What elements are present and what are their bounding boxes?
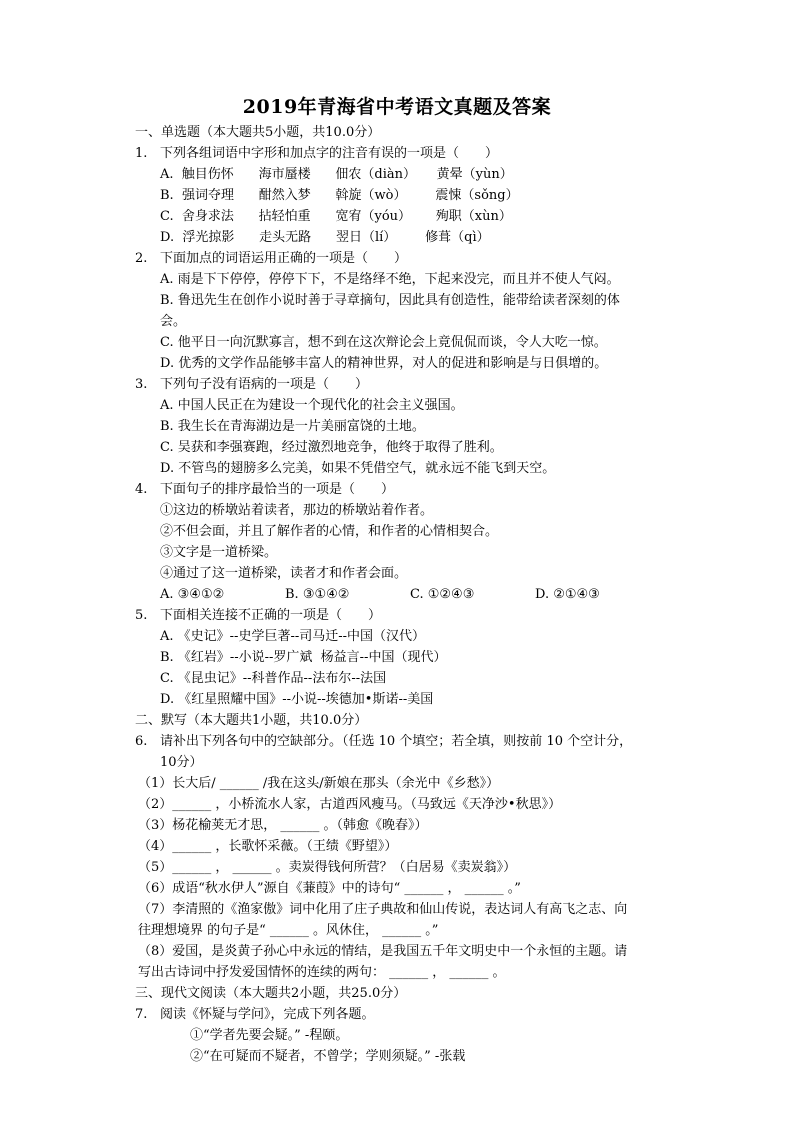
fill-item-5: （5）______ ， ______ 。卖炭得钱何所营？（白居易《卖炭翁》） [138,860,517,875]
option-d: D. 优秀的文学作品能够丰富人的精神世界，对人的促进和影响是与日俱增的。 [160,356,608,371]
option-c: C. 吴获和李强赛跑，经过激烈地竞争，他终于取得了胜利。 [160,440,503,455]
quote-1: ①“学者先要会疑。” -程颐。 [190,1028,349,1043]
fill-item-6: （6）成语“秋水伊人”源自《蒹葭》中的诗句“ ______ ， ______ 。” [138,881,521,896]
option-c: C. 《昆虫记》--科普作品--法布尔--法国 [160,671,387,686]
sentence-4: ④通过了这一道桥梁，读者才和作者会面。 [160,566,408,581]
option-c: C. 他平日一向沉默寡言，想不到在这次辩论会上竟侃侃而谈，令人大吃一惊。 [160,335,607,350]
question-number: 7. [135,1007,148,1022]
option-a: A. 中国人民正在为建设一个现代化的社会主义强国。 [160,398,464,413]
page-title: 2019年青海省中考语文真题及答案 [242,96,552,118]
question-stem: 下面句子的排序最恰当的一项是（ ） [160,482,395,497]
question-stem: 下列句子没有语病的一项是（ ） [160,377,369,392]
section-heading-3: 三、现代文阅读（本大题共2小题，共25.0分） [135,986,407,1001]
option-a: A. 《史记》--史学巨著--司马迁--中国（汉代） [160,629,426,644]
question-stem: 请补出下列各句中的空缺部分。（任选 10 个填空；若全填，则按前 10 个空计分， [160,734,633,749]
section-heading-2: 二、默写（本大题共1小题，共10.0分） [135,713,368,728]
sentence-3: ③文字是一道桥梁。 [160,545,278,560]
option-b: B. 强词夺理 酣然入梦 斡旋（wò） 震悚（sǒng） [160,188,519,203]
fill-item-2: （2）______ ，小桥流水人家，古道西风瘦马。（马致远《天净沙•秋思》） [138,797,562,812]
question-stem-continued: 10分） [160,755,203,770]
option-d: D. 浮光掠影 走头无路 翌日（lí） 修葺（qì） [160,230,490,245]
fill-item-4: （4）______ ，长歌怀采薇。（王绩《野望》） [138,839,398,854]
fill-item-7-continued: 往理想境界 的句子是“ ______ 。风休住， ______ 。” [138,923,439,938]
quote-2: ②“在可疑而不疑者，不曾学；学则须疑。” -张载 [190,1049,466,1064]
option-d: D. 《红星照耀中国》--小说--埃德加•斯诺--美国 [160,692,434,707]
option-a: A. 雨是下下停停，停停下下，不是络绎不绝，下起来没完，而且并不使人气闷。 [160,272,620,287]
option-c: C. ①②④③ [410,587,475,602]
question-number: 6. [135,734,148,749]
fill-item-1: （1）长大后/ ______ /我在这头/新娘在那头（余光中《乡愁》） [138,776,500,791]
option-b-continued: 会。 [160,314,187,329]
fill-item-3: （3）杨花榆荚无才思， ______ 。（韩愈《晚春》） [138,818,428,833]
option-a: A. ③④①② [160,587,225,602]
option-b: B. 《红岩》--小说--罗广斌 杨益言--中国（现代） [160,650,447,665]
option-d: D. 不管鸟的翅膀多么完美，如果不凭借空气，就永远不能飞到天空。 [160,461,556,476]
section-heading-1: 一、单选题（本大题共5小题，共10.0分） [135,125,381,140]
option-b: B. 我生长在青海湖边是一片美丽富饶的土地。 [160,419,425,434]
sentence-2: ②不但会面，并且了解作者的心情，和作者的心情相契合。 [160,524,499,539]
fill-item-8-continued: 写出古诗词中抒发爱国情怀的连续的两句： ______ ， ______ 。 [138,965,506,980]
question-stem: 下面加点的词语运用正确的一项是（ ） [160,251,408,266]
question-number: 5. [135,608,148,623]
option-b: B. 鲁迅先生在创作小说时善于寻章摘句，因此具有创造性，能带给读者深刻的体 [160,293,620,308]
fill-item-7: （7）李清照的《渔家傲》词中化用了庄子典故和仙山传说，表达词人有高飞之志、向 [138,902,628,917]
option-b: B. ③①④② [285,587,350,602]
question-number: 1. [135,146,148,161]
option-c: C. 舍身求法 拈轻怕重 宽宥（yóu） 殉职（xùn） [160,209,512,224]
question-number: 3. [135,377,148,392]
sentence-1: ①这边的桥墩站着读者，那边的桥墩站着作者。 [160,503,434,518]
question-stem: 下面相关连接不正确的一项是（ ） [160,608,382,623]
option-d: D. ②①④③ [535,587,600,602]
question-stem: 阅读《怀疑与学问》，完成下列各题。 [160,1007,375,1022]
question-number: 2. [135,251,148,266]
question-number: 4. [135,482,148,497]
question-stem: 下列各组词语中字形和加点字的注音有误的一项是（ ） [160,146,499,161]
option-a: A. 触目伤怀 海市蜃楼 佃农（diàn） 黄晕（yùn） [160,167,513,182]
fill-item-8: （8）爱国，是炎黄子孙心中永远的情结，是我国五千年文明史中一个永恒的主题。请 [138,944,628,959]
